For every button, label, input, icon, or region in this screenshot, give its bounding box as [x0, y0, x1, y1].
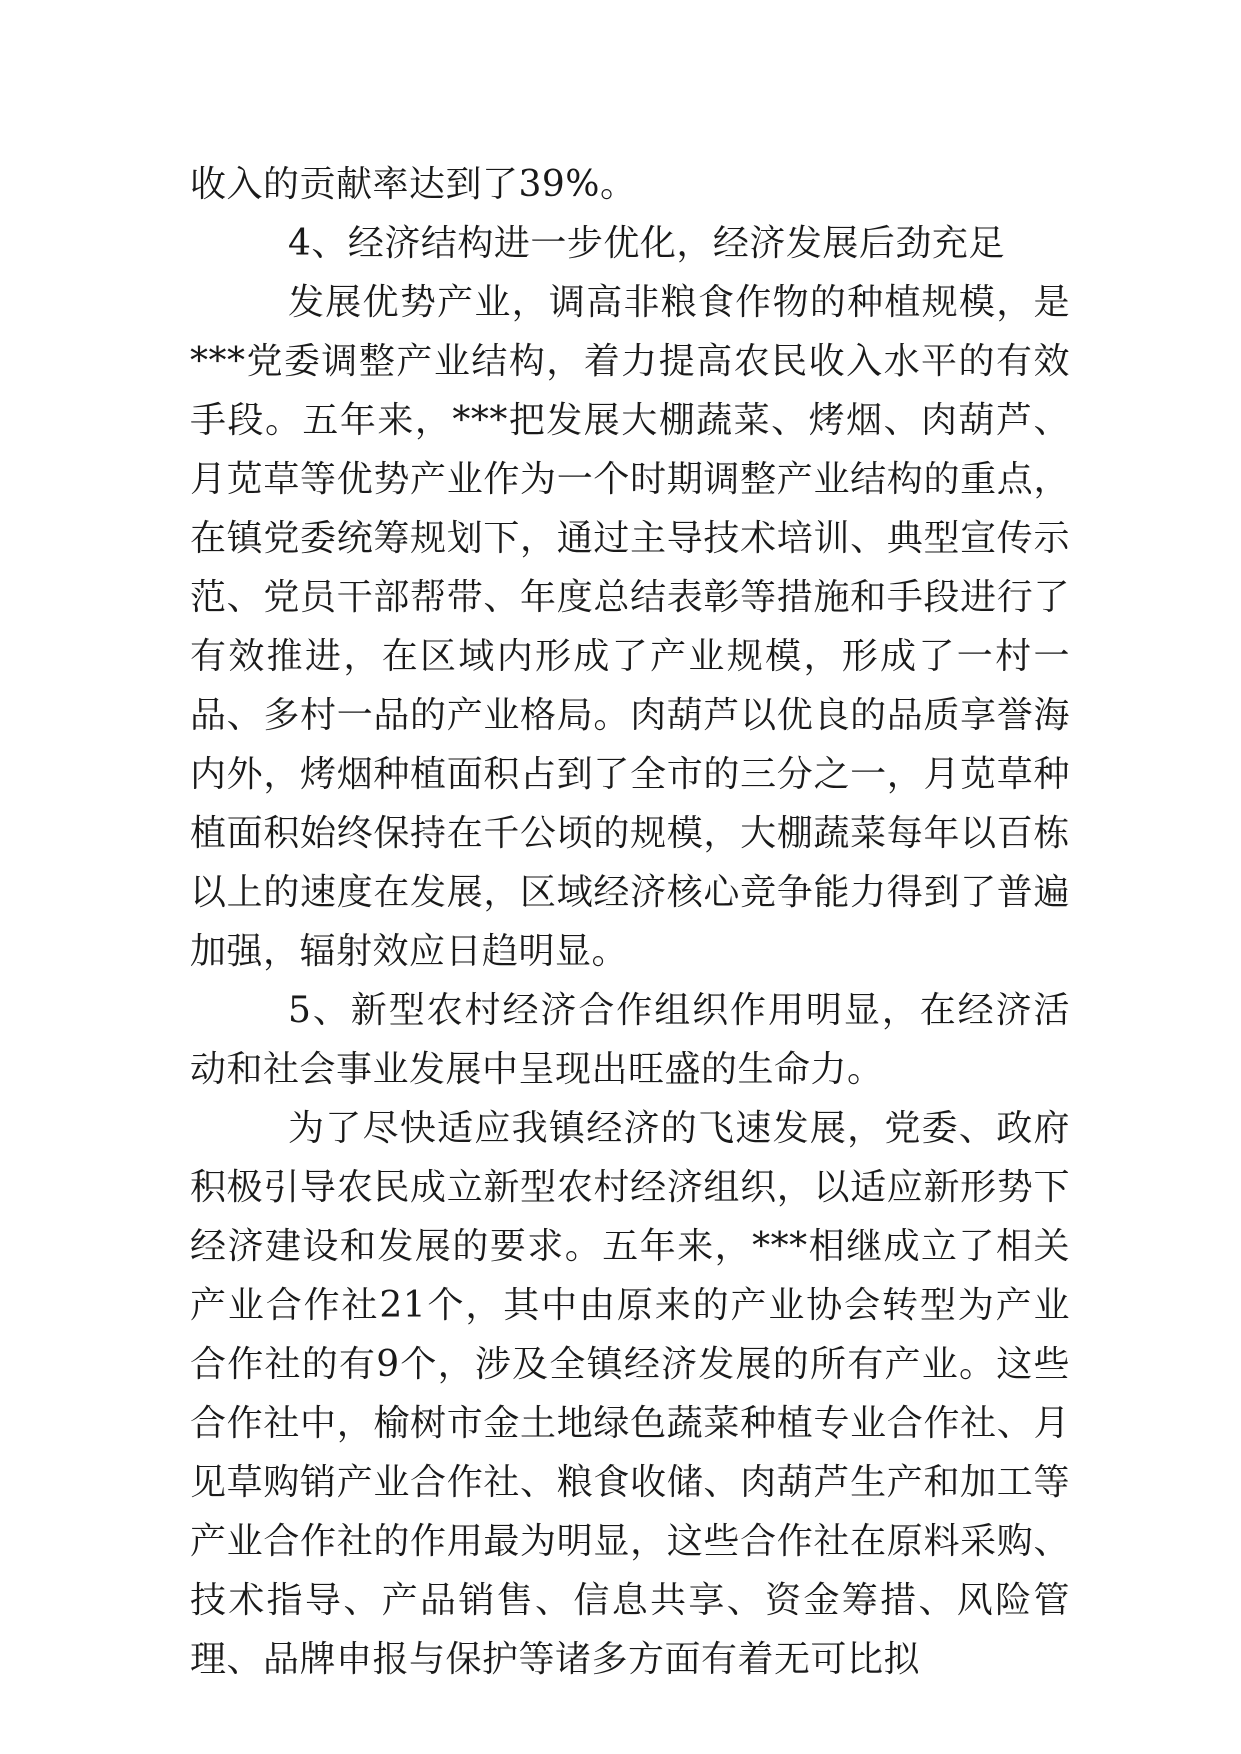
- paragraph-3: 发展优势产业，调高非粮食作物的种植规模，是***党委调整产业结构，着力提高农民收入水平的有效手段。五年来，***把发展大棚蔬菜、烤烟、肉葫芦、月苋草等优势产业作为一个时期调整产业结构的重点，在镇党委统筹规划下，通过主导技术培训、典型宣传示范、党员干部帮带、年度总结表彰等措施和手段进行了有效推进，在区域内形成了产业规模，形成了一村一品、多村一品的产业格局。肉葫芦以优良的品质享誉海内外，烤烟种植面积占到了全市的三分之一，月苋草种植面积始终保持在千公顷的规模，大棚蔬菜每年以百栋以上的速度在发展，区域经济核心竞争能力得到了普遍加强，辐射效应日趋明显。: [190, 282, 1070, 972]
- heading-item-5: 5、新型农村经济合作组织作用明显，在经济活动和社会事业发展中呈现出旺盛的生命力。: [190, 990, 1070, 1090]
- heading-item-4: 4、经济结构进一步优化，经济发展后劲充足: [288, 223, 1005, 264]
- body-text: [190, 155, 1070, 1689]
- paragraph-1: 收入的贡献率达到了39%。: [190, 164, 637, 205]
- paragraph-5: 为了尽快适应我镇经济的飞速发展，党委、政府积极引导农民成立新型农村经济组织，以适应新形势下经济建设和发展的要求。五年来，***相继成立了相关产业合作社21个，其中由原来的产业协会转型为产业合作社的有9个，涉及全镇经济发展的所有产业。这些合作社中，榆树市金土地绿色蔬菜种植专业合作社、月见草购销产业合作社、粮食收储、肉葫芦生产和加工等产业合作社的作用最为明显，这些合作社在原料采购、技术指导、产品销售、信息共享、资金筹措、风险管理、品牌申报与保护等诸多方面有着无可比拟: [190, 1108, 1070, 1680]
